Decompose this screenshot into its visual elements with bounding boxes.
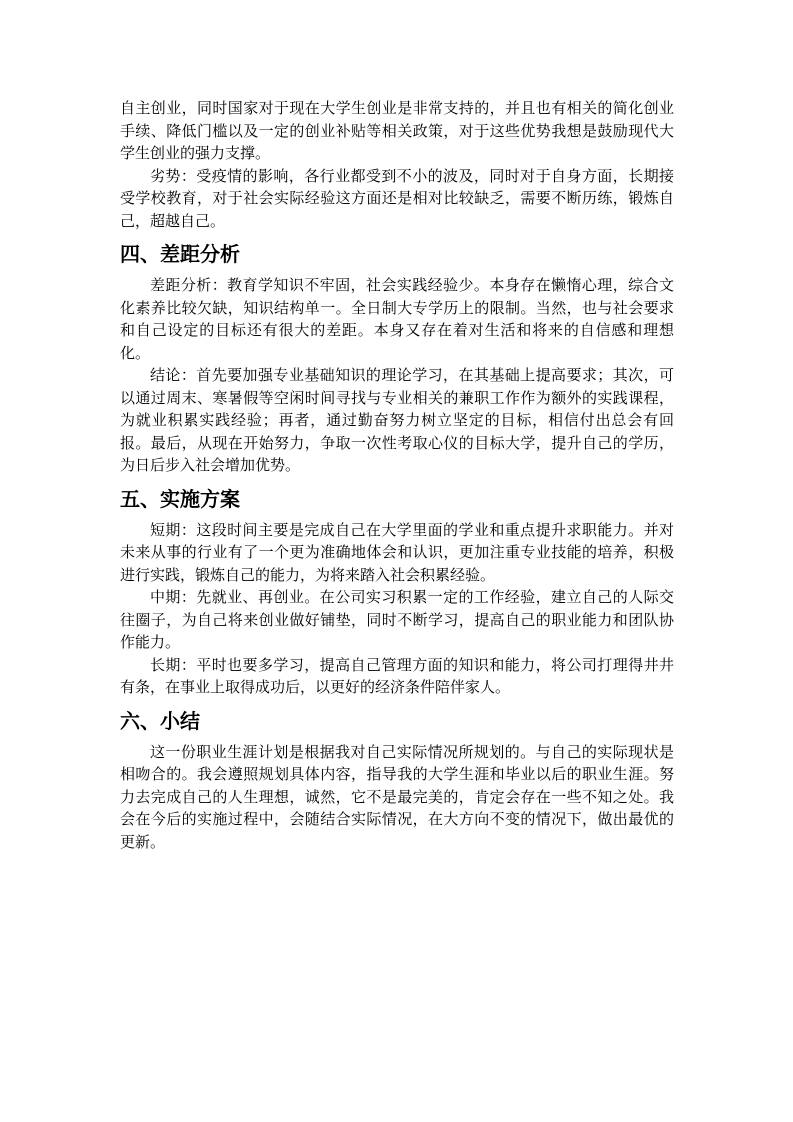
conclusion-paragraph: 结论：首先要加强专业基础知识的理论学习，在其基础上提高要求；其次，可以通过周末、寒暑假等空闲时间寻找与专业相关的兼职工作作为额外的实践课程，为就业积累实践经验；再者，通过勤奋努力树立坚定的目标，相信付出总会有回报。最后，从现在开始努力，争取一次性考取心仪的目标大学，提升自己的学历，为日后步入社会增加优势。 <box>120 366 674 474</box>
gap-analysis-heading: 四、差距分析 <box>120 242 240 266</box>
gap-analysis-paragraph: 差距分析：教育学知识不牢固，社会实践经验少。本身存在懒惰心理，综合文化素养比较欠缺，知识结构单一。全日制大专学历上的限制。当然，也与社会要求和自己设定的目标还有很大的差距。本身又存在着对生活和将来的自信感和理想化。 <box>120 276 674 362</box>
summary-paragraph: 这一份职业生涯计划是根据我对自己实际情况所规划的。与自己的实际现状是相吻合的。我会遵照规划具体内容，指导我的大学生涯和毕业以后的职业生涯。努力去完成自己的人生理想，诚然，它不是最完美的，肯定会存在一些不知之处。我会在今后的实施过程中，会随结合实际情况，在大方向不变的情况下，做出最优的更新。 <box>120 742 674 851</box>
strengths-continued-paragraph: 自主创业，同时国家对于现在大学生创业是非常支持的，并且也有相关的简化创业手续、降低门槛以及一定的创业补贴等相关政策，对于这些优势我想是鼓励现代大学生创业的强力支撑。 <box>120 99 674 162</box>
implementation-heading: 五、实施方案 <box>120 486 240 511</box>
document-page <box>120 97 674 853</box>
weakness-paragraph: 劣势：受疫情的影响，各行业都受到不小的波及，同时对于自身方面，长期接受学校教育，对于社会实际经验这方面还是相对比较缺乏，需要不断历练，锻炼自己，超越自己。 <box>120 166 674 230</box>
mid-term-paragraph: 中期：先就业、再创业。在公司实习积累一定的工作经验，建立自己的人际交往圈子，为自己将来创业做好铺垫，同时不断学习，提高自己的职业能力和团队协作能力。 <box>120 588 674 651</box>
summary-heading: 六、小结 <box>120 708 200 733</box>
short-term-paragraph: 短期：这段时间主要是完成自己在大学里面的学业和重点提升求职能力。并对未来从事的行业有了一个更为准确地体会和认识，更加注重专业技能的培养，积极进行实践，锻炼自己的能力，为将来踏入社会积累经验。 <box>120 520 674 584</box>
long-term-paragraph: 长期：平时也要多学习，提高自己管理方面的知识和能力，将公司打理得井井有条，在事业上取得成功后，以更好的经济条件陪伴家人。 <box>120 655 674 696</box>
